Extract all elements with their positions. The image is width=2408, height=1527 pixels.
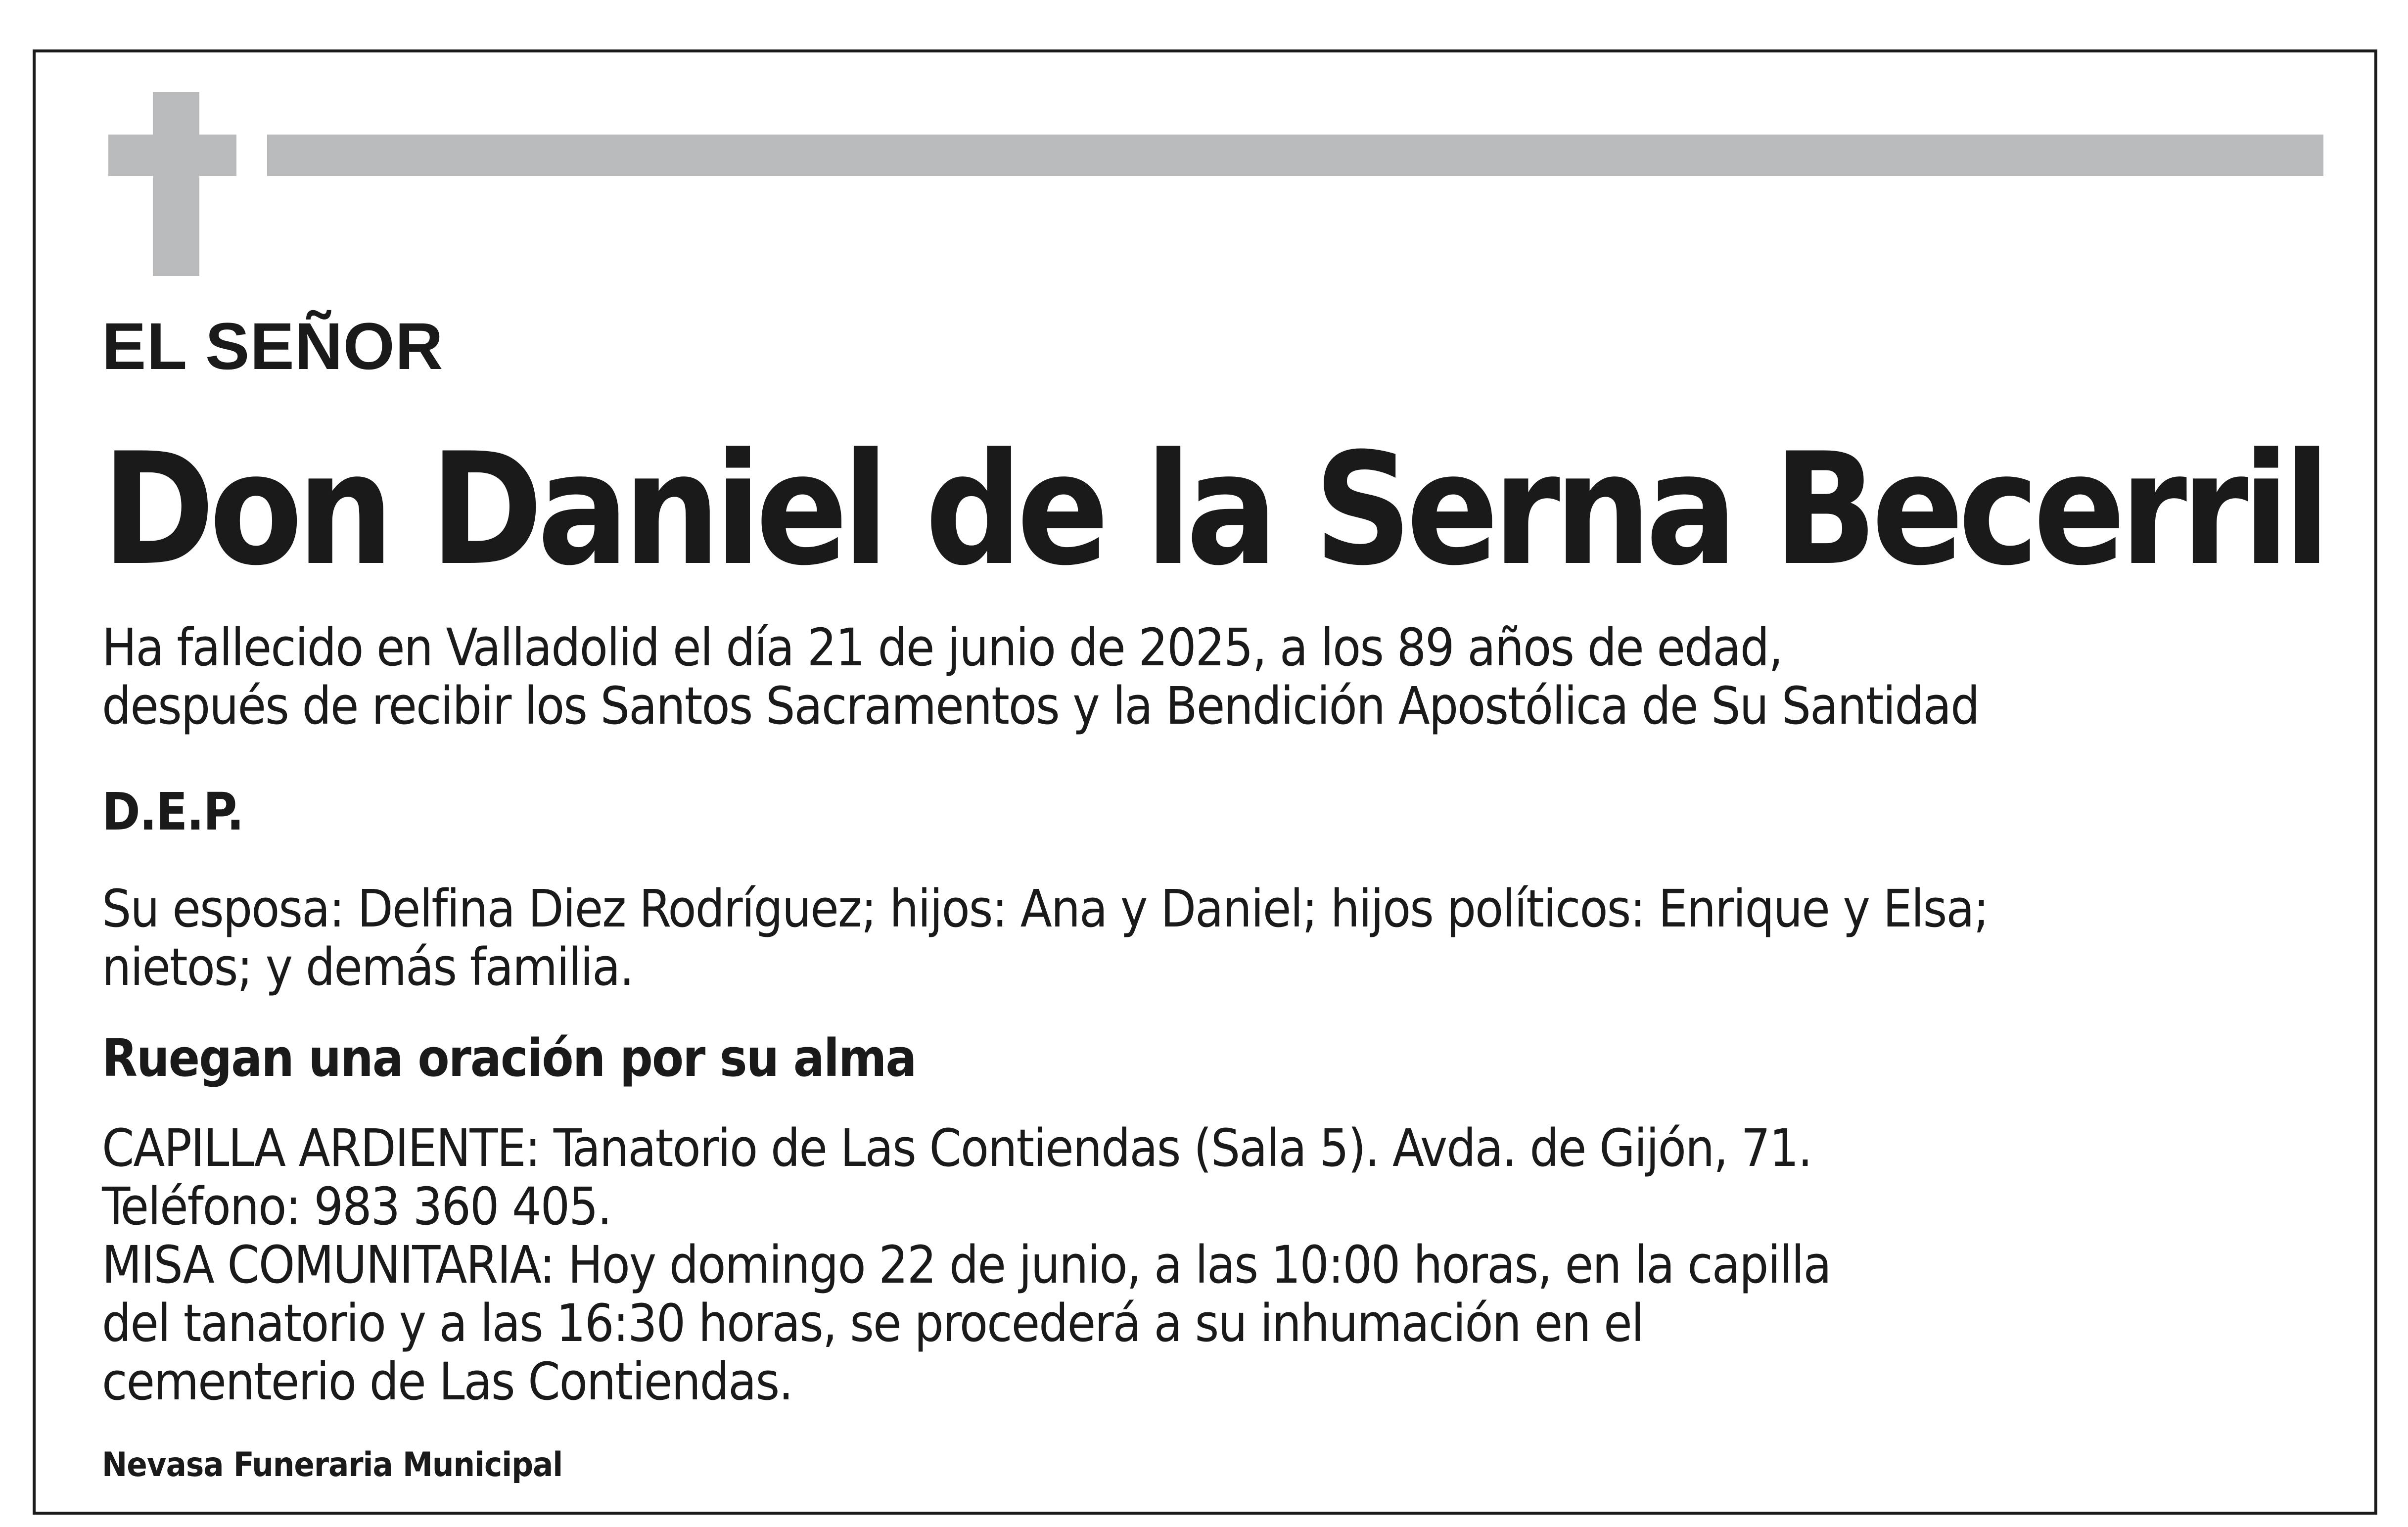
service-line-1: CAPILLA ARDIENTE: Tanatorio de Las Contiendas (Sala 5). Avda. de Gijón, 71. (102, 1118, 1812, 1178)
announcement-line-1: Ha fallecido en Valladolid el día 21 de junio de 2025, a los 89 años de edad, (102, 617, 1782, 678)
deceased-name: Don Daniel de la Serna Becerril (102, 419, 2325, 600)
rip-abbreviation: D.E.P. (102, 782, 243, 842)
funeral-home-signature: Nevasa Funeraria Municipal (102, 1445, 563, 1484)
honorific: EL SEÑOR (102, 310, 444, 383)
announcement-line-2: después de recibir los Santos Sacramentos y la Bendición Apostólica de Su Santidad (102, 676, 1979, 736)
header-rule (267, 135, 2323, 176)
cross-vertical-beam (153, 92, 199, 276)
prayer-request: Ruegan una oración por su alma (102, 1028, 916, 1088)
service-line-3: MISA COMUNITARIA: Hoy domingo 22 de junio, a las 10:00 horas, en la capilla (102, 1235, 1831, 1295)
cross-horizontal-beam (108, 135, 236, 176)
service-line-4: del tanatorio y a las 16:30 horas, se procederá a su inhumación en el (102, 1293, 1643, 1353)
family-line-1: Su esposa: Delfina Diez Rodríguez; hijos: Ana y Daniel; hijos políticos: Enrique y Elsa; (102, 879, 1989, 939)
family-line-2: nietos; y demás familia. (102, 937, 634, 997)
service-line-2: Teléfono: 983 360 405. (102, 1176, 611, 1237)
service-line-5: cementerio de Las Contiendas. (102, 1351, 792, 1412)
